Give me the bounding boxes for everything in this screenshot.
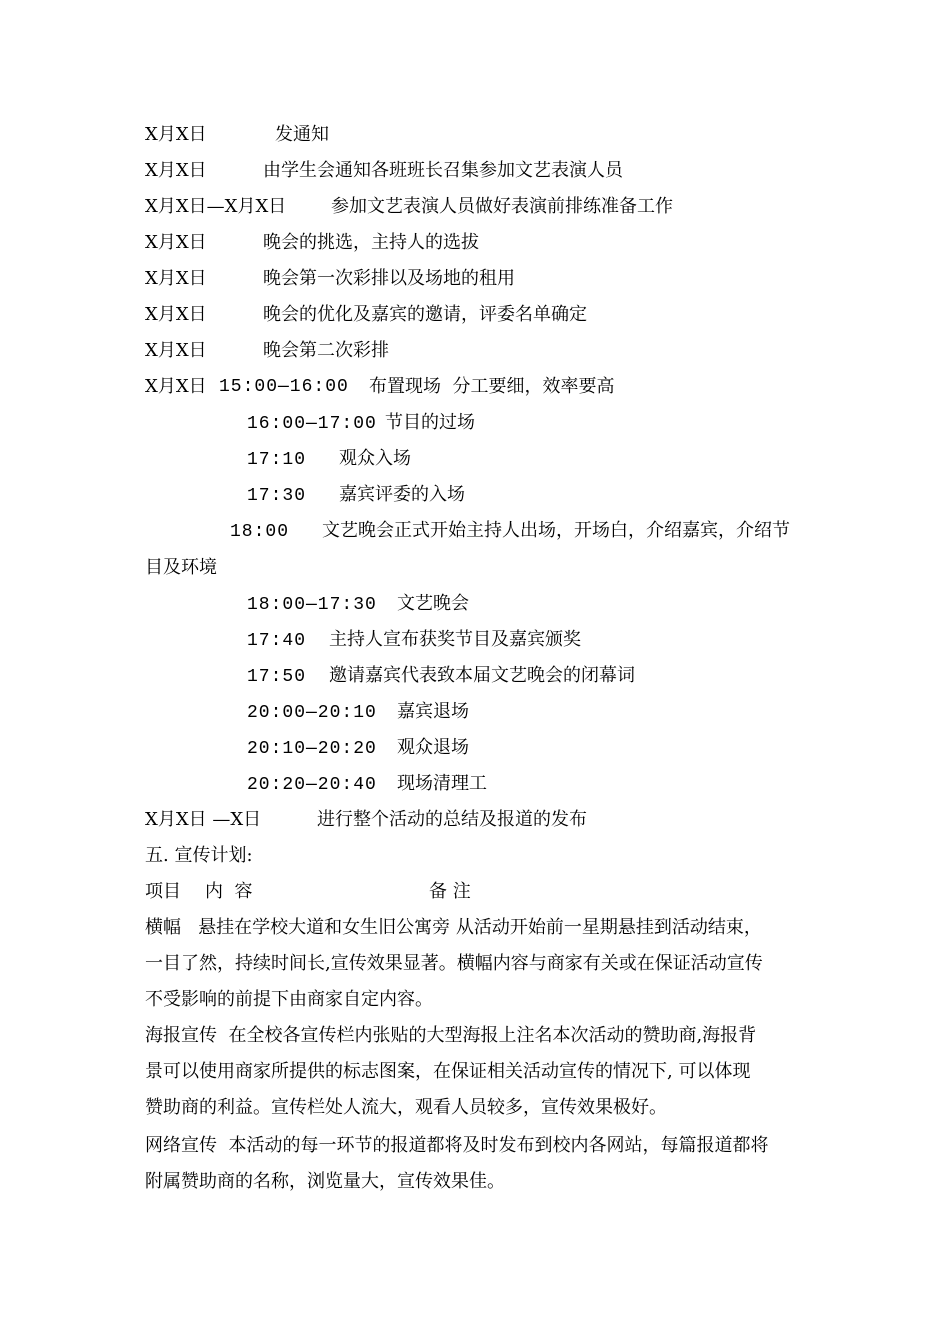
timeline-desc: 观众入场 [339,448,411,469]
paragraph-line: 景可以使用商家所提供的标志图案，在保证相关活动宣传的情况下, 可以体现 [145,1061,751,1082]
paragraph-line: 附属赞助商的名称，浏览量大，宣传效果佳。 [145,1171,505,1192]
schedule-desc: 晚会的挑选，主持人的选拔 [263,232,479,253]
timeline-desc-continued: 目及环境 [145,557,217,578]
timeline-row [247,628,581,653]
timeline-time: 20:00—20:10 [247,703,377,723]
summary-desc: 进行整个活动的总结及报道的发布 [317,809,587,830]
timeline-row [247,447,411,472]
schedule-row [145,267,515,291]
timeline-desc: 邀请嘉宾代表致本届文艺晚会的闭幕词 [329,665,635,686]
summary-date: X月X日 —X日 [145,809,262,830]
schedule-row [145,231,479,255]
paragraph-line: 横幅 悬挂在学校大道和女生旧公寓旁 从活动开始前一星期悬挂到活动结束， [145,917,762,938]
timeline-row [247,483,465,508]
schedule-date: X月X日 [145,304,207,325]
paragraph-line: 赞助商的利益。宣传栏处人流大，观看人员较多，宣传效果极好。 [145,1097,667,1118]
paragraph-line: 海报宣传 在全校各宣传栏内张贴的大型海报上注名本次活动的赞助商,海报背 [145,1025,757,1046]
timeline-time: 17:40 [247,631,307,651]
header-content: 内 容 [205,881,253,902]
schedule-row [145,303,587,327]
schedule-desc: 晚会第二次彩排 [263,340,389,361]
timeline-time: 17:30 [247,486,307,506]
schedule-date: X月X日 [145,340,207,361]
timeline-time: 18:00—17:30 [247,595,377,615]
schedule-desc: 晚会的优化及嘉宾的邀请，评委名单确定 [263,304,587,325]
table-header [145,880,471,904]
timeline-desc: 现场清理工 [397,773,487,794]
paragraph-line: 不受影响的前提下由商家自定内容。 [145,989,433,1010]
schedule-desc: 晚会第一次彩排以及场地的租用 [263,268,515,289]
schedule-date: X月X日 [145,232,207,253]
summary-row [145,808,587,832]
timeline-row [247,411,475,436]
timeline-row [247,592,469,617]
timeline-desc: 观众退场 [397,737,469,758]
header-item: 项目 [145,881,181,902]
timeline-desc: 文艺晚会 [397,593,469,614]
timeline-desc: 嘉宾退场 [397,701,469,722]
paragraph-line: 一目了然，持续时间长,宣传效果显著。横幅内容与商家有关或在保证活动宣传 [145,953,763,974]
timeline-row [247,772,487,797]
schedule-desc: 由学生会通知各班班长召集参加文艺表演人员 [263,160,623,181]
timeline-desc: 嘉宾评委的入场 [339,484,465,505]
event-date: X月X日 [145,376,207,397]
timeline-desc: 节目的过场 [385,412,475,433]
timeline-time: 16:00—17:00 [247,414,377,434]
section-title: 五. 宣传计划: [145,845,253,866]
timeline-time: 18:00 [230,522,290,542]
timeline-row [247,664,635,689]
schedule-row [145,195,673,219]
timeline-time: 20:10—20:20 [247,739,377,759]
schedule-date: X月X日 [145,268,207,289]
timeline-time: 20:20—20:40 [247,775,377,795]
timeline-time: 17:10 [247,450,307,470]
schedule-row [145,339,389,363]
event-time: 15:00—16:00 [219,377,349,397]
schedule-date: X月X日—X月X日 [145,196,287,217]
timeline-time: 17:50 [247,667,307,687]
timeline-desc: 文艺晚会正式开始主持人出场，开场白，介绍嘉宾，介绍节 [322,520,790,541]
header-remark: 备 注 [429,881,471,902]
schedule-date: X月X日 [145,160,207,181]
timeline-row [247,736,469,761]
publicity-online [145,1128,825,1200]
publicity-banner [145,910,825,1018]
schedule-desc: 发通知 [275,124,329,145]
schedule-row [145,123,329,147]
schedule-date: X月X日 [145,124,207,145]
schedule-row [145,159,623,183]
schedule-desc: 参加文艺表演人员做好表演前排练准备工作 [331,196,673,217]
timeline-row [230,519,790,544]
publicity-poster [145,1018,825,1126]
timeline-row [247,700,469,725]
event-desc: 布置现场 分工要细，效率要高 [369,376,615,397]
event-day-row [145,375,615,399]
paragraph-line: 网络宣传 本活动的每一环节的报道都将及时发布到校内各网站，每篇报道都将 [145,1135,769,1156]
timeline-desc: 主持人宣布获奖节目及嘉宾颁奖 [329,629,581,650]
